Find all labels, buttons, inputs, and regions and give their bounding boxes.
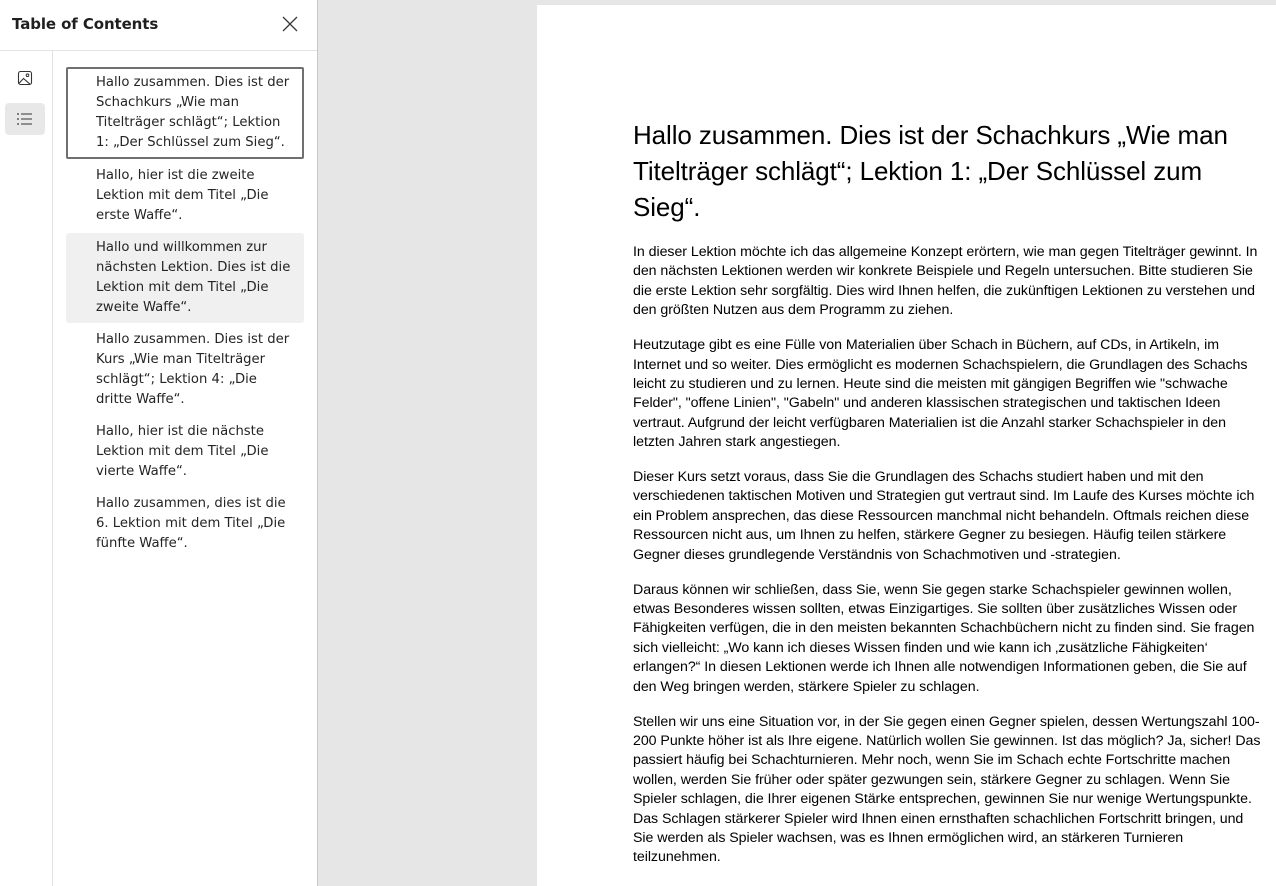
close-icon — [278, 12, 302, 36]
toc-item-label: Hallo, hier ist die zweite Lektion mit dem Titel „Die erste Waffe“. — [96, 168, 269, 223]
paragraph: Daraus können wir schließen, dass Sie, wenn Sie gegen starke Schachspieler gewinnen wollen, etwas Besonderes wissen sollten, etwas Einzigartiges. Sie sollten über zusätzliches Wissen oder Fähigkeiten verfügen, die in den meisten bekannten Schachbüchern nicht zu finden sind. Sie fragen sich vielleicht: „Wo kann ich dieses Wissen finden und wie kann ich ‚zusätzliche Fähigkeiten‘ erlangen?“ In diesen Lektionen werde ich Ihnen alle notwendigen Informationen geben, die Sie auf den Weg bringen werden, stärkere Spieler zu schlagen. — [633, 581, 1255, 695]
document-title: Hallo zusammen. Dies ist der Schachkurs „Wie man Titelträger schlägt“; Lektion 1: „Der Schlüssel zum Sieg“. — [633, 120, 1228, 222]
document-viewer[interactable] — [318, 0, 1276, 886]
paragraph: Dieser Kurs setzt voraus, dass Sie die Grundlagen des Schachs studiert haben und mit den verschiedenen taktischen Motiven und Strategien gut vertraut sind. Im Laufe des Kurses möchte ich ein Problem ansprechen, das diese Ressourcen manchmal nicht behandeln. Oftmals reichen diese Ressourcen nicht aus, um Ihnen zu helfen, stärkere Gegner zu besiegen. Häufig teilen stärkere Gegner dieses grundlegende Verständnis von Schachmotiven und -strategien. — [633, 469, 1255, 563]
thumbnails-tab-button[interactable] — [5, 62, 45, 94]
toc-item[interactable] — [66, 325, 304, 415]
toc-item-label: Hallo zusammen, dies ist die 6. Lektion mit dem Titel „Die fünfte Waffe“. — [96, 496, 286, 551]
list-icon — [16, 111, 34, 127]
toc-item[interactable] — [66, 67, 304, 159]
toc-item[interactable] — [66, 489, 304, 559]
paragraph: Heutzutage gibt es eine Fülle von Materialien über Schach in Büchern, auf CDs, in Artikeln, im Internet und so weiter. Dies ermöglicht es modernen Schachspielern, die Grundlagen des Schachs leicht zu studieren und zu lernen. Heute sind die meisten mit gängigen Begriffen wie "schwache Felder", "offene Linien", "Gabeln" und anderen klassischen strategischen und taktischen Ideen vertraut. Aufgrund der leicht verfügbaren Materialien ist die Anzahl starker Schachspieler in den letzten Jahren stark angestiegen. — [633, 337, 1248, 451]
image-icon — [17, 70, 33, 86]
toc-list — [66, 67, 304, 561]
panel-header — [0, 0, 317, 51]
toc-item[interactable] — [66, 161, 304, 231]
panel-title: Table of Contents — [12, 15, 159, 33]
paragraph: In dieser Lektion möchte ich das allgemeine Konzept erörtern, wie man gegen Titelträger gewinnt. In den nächsten Lektionen werden wir konkrete Beispiele und Regeln untersuchen. Bitte studieren Sie die erste Lektion sehr sorgfältig. Dies wird Ihnen helfen, die zukünftigen Lektionen zu verstehen und den größten Nutzen aus dem Programm zu ziehen. — [633, 244, 1258, 319]
toc-item-label: Hallo und willkommen zur nächsten Lektion. Dies ist die Lektion mit dem Titel „Die zweite Waffe“. — [96, 240, 291, 315]
paragraph: Stellen wir uns eine Situation vor, in der Sie gegen einen Gegner spielen, dessen Wertungszahl 100-200 Punkte höher ist als Ihre eigene. Natürlich wollen Sie gewinnen. Ist das möglich? Ja, sicher! Das passiert häufig bei Schachturnieren. Mehr noch, wenn Sie im Schach echte Fortschritte machen wollen, werden Sie früher oder später gezwungen sein, stärkere Gegner zu schlagen. Wenn Sie Spieler schlagen, die Ihrer eigenen Stärke entsprechen, gewinnen Sie nur wenige Wertungspunkte. Das Schlagen stärkerer Spieler wird Ihnen einen ernsthaften schachlichen Fortschritt bringen, und Sie werden als Spieler wachsen, was es Ihnen ermöglichen wird, an stärkeren Turnieren teilzunehmen. — [633, 713, 1261, 866]
close-panel-button[interactable] — [278, 12, 302, 36]
toc-item[interactable] — [66, 417, 304, 487]
toc-item-label: Hallo, hier ist die nächste Lektion mit dem Titel „Die vierte Waffe“. — [96, 424, 269, 479]
toc-item-label: Hallo zusammen. Dies ist der Kurs „Wie man Titelträger schlägt“; Lektion 4: „Die dritte Waffe“. — [96, 332, 290, 407]
table-of-contents-panel — [0, 0, 318, 886]
page-content — [633, 117, 1263, 883]
document-page — [537, 5, 1276, 886]
outline-tab-button[interactable] — [5, 103, 45, 135]
toc-item[interactable] — [66, 233, 304, 323]
panel-rail — [0, 51, 53, 886]
toc-item-label: Hallo zusammen. Dies ist der Schachkurs „Wie man Titelträger schlägt“; Lektion 1: „Der Schlüssel zum Sieg“. — [96, 75, 290, 150]
